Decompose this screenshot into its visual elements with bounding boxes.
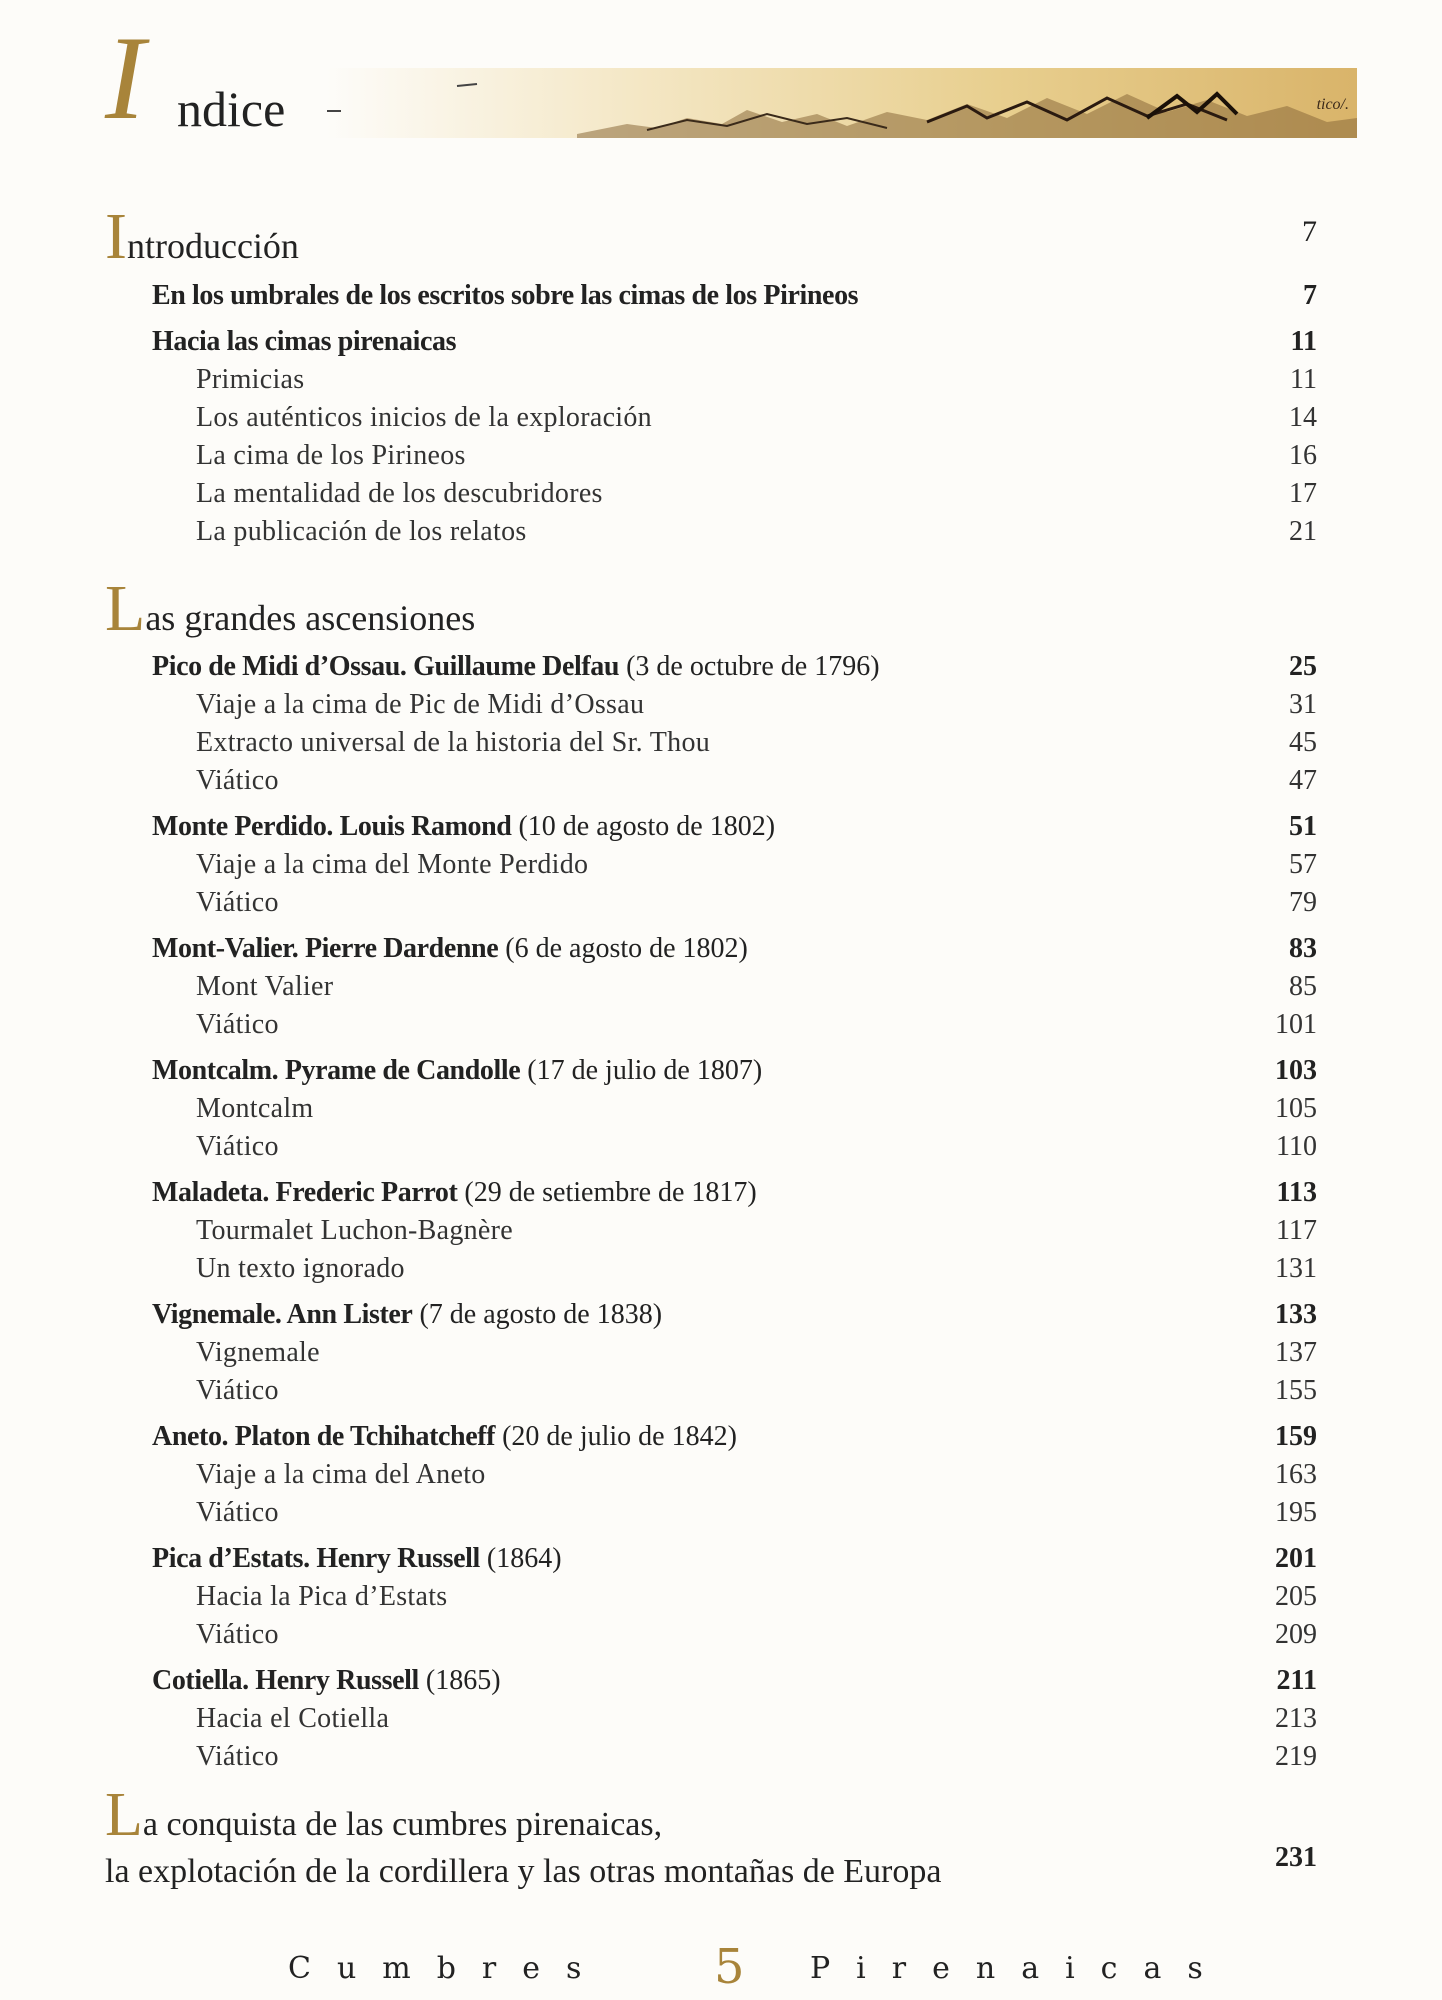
toc-entry-title: Viático (196, 1497, 279, 1528)
toc-page-number: 51 (1289, 811, 1317, 842)
toc-page-number: 159 (1275, 1421, 1317, 1452)
toc-page-number: 45 (1289, 727, 1317, 758)
toc-subentry (0, 440, 1442, 478)
toc-entry (0, 280, 1442, 318)
toc-page-number: 205 (1275, 1581, 1317, 1612)
toc-page-number: 16 (1289, 440, 1317, 471)
toc-entry-title: Viático (196, 1009, 279, 1040)
footer-left-text: Cumbres (288, 1951, 608, 1986)
toc-entry-title: Aneto. Platon de Tchihatcheff (152, 1421, 496, 1452)
toc-page-number: 201 (1275, 1543, 1317, 1574)
toc-entry-date: (7 de agosto de 1838) (412, 1299, 663, 1330)
toc-entry (0, 1543, 1442, 1581)
section-title-line2: la explotación de la cordillera y las otras montañas de Europa (105, 1853, 942, 1891)
toc-entry-title: Extracto universal de la historia del Sr. Thou (196, 727, 711, 758)
toc-entry-title: Viaje a la cima del Aneto (196, 1459, 486, 1490)
toc-page-number: 14 (1289, 402, 1317, 433)
toc-subentry (0, 727, 1442, 765)
toc-entry (0, 1299, 1442, 1337)
toc-entry (0, 1177, 1442, 1215)
toc-entry-title: Pico de Midi d’Ossau. Guillaume Delfau (152, 651, 620, 682)
toc-entry-title: Hacia la Pica d’Estats (196, 1581, 448, 1612)
toc-entry-title: Montcalm. Pyrame de Candolle (152, 1055, 521, 1086)
toc-entry-title: En los umbrales de los escritos sobre las cimas de los Pirineos (152, 280, 859, 311)
toc-entry (0, 933, 1442, 971)
toc-subentry (0, 887, 1442, 925)
toc-entry-title: Viaje a la cima del Monte Perdido (196, 849, 589, 880)
section-title-line1: a conquista de las cumbres pirenaicas, (142, 1806, 663, 1843)
toc-entry-title: Hacia las cimas pirenaicas (152, 326, 457, 357)
toc-entry-title: Pica d’Estats. Henry Russell (152, 1543, 480, 1574)
toc-page-number: 113 (1276, 1177, 1317, 1208)
toc-page-number: 110 (1276, 1131, 1317, 1162)
section-initial: I (105, 200, 127, 273)
section-title: ntroducción (126, 226, 299, 266)
toc-subentry (0, 971, 1442, 1009)
toc-subentry (0, 516, 1442, 554)
toc-page-number: 103 (1275, 1055, 1317, 1086)
banner-text: tico/. (1316, 96, 1349, 113)
toc-entry-title: Viático (196, 765, 279, 796)
toc-page-number: 137 (1275, 1337, 1317, 1368)
toc-entry-title: Viaje a la cima de Pic de Midi d’Ossau (196, 689, 645, 720)
toc-page-number: 31 (1289, 689, 1317, 720)
toc-page-number: 47 (1289, 765, 1317, 796)
toc-page-number: 21 (1289, 516, 1317, 547)
toc-page-number: 133 (1275, 1299, 1317, 1330)
toc-page-number: 57 (1289, 849, 1317, 880)
toc-page-number: 219 (1275, 1741, 1317, 1772)
toc-subentry (0, 1497, 1442, 1535)
toc-entry-title: Vignemale. Ann Lister (152, 1299, 413, 1330)
toc-entry-date: (1864) (479, 1543, 562, 1574)
section-page-conquista: 231 (1275, 1842, 1317, 1873)
toc-subentry (0, 1215, 1442, 1253)
toc-entry-date: (6 de agosto de 1802) (498, 933, 748, 964)
toc-subentry (0, 849, 1442, 887)
toc-entry (0, 811, 1442, 849)
toc-entry-title: Viático (196, 887, 279, 918)
section-initial: L (105, 572, 146, 645)
title-initial: I (105, 11, 145, 144)
toc-entry (0, 326, 1442, 364)
page-title: ndice (177, 81, 286, 137)
toc-page-number: 85 (1289, 971, 1317, 1002)
toc-entry-title: Los auténticos inicios de la exploración (196, 402, 652, 433)
toc-entry-date: (1865) (418, 1665, 501, 1696)
toc-entry-date: (17 de julio de 1807) (520, 1055, 763, 1086)
toc-subentry (0, 1093, 1442, 1131)
toc-entry-title: Primicias (196, 364, 305, 395)
toc-subentry (0, 1253, 1442, 1291)
toc-entry-title: Un texto ignorado (196, 1253, 405, 1284)
toc-entry-title: Maladeta. Frederic Parrot (152, 1177, 458, 1208)
toc-page-number: 25 (1289, 651, 1317, 682)
toc-subentry (0, 1131, 1442, 1169)
toc-entry (0, 1055, 1442, 1093)
toc-entry-title: Vignemale (196, 1337, 320, 1368)
toc-subentry (0, 1337, 1442, 1375)
toc-entry-title: Viático (196, 1619, 279, 1650)
toc-subentry (0, 1703, 1442, 1741)
toc-entry (0, 1665, 1442, 1703)
toc-subentry (0, 1459, 1442, 1497)
toc-entry-title: La cima de los Pirineos (196, 440, 466, 471)
toc-subentry (0, 402, 1442, 440)
toc-subentry (0, 1375, 1442, 1413)
index-header (105, 11, 1355, 144)
toc-entry-title: Viático (196, 1741, 279, 1772)
toc-entry-title: Monte Perdido. Louis Ramond (152, 811, 512, 842)
toc-page-number: 211 (1276, 1665, 1317, 1696)
toc-subentry (0, 765, 1442, 803)
toc-entry (0, 1421, 1442, 1459)
toc-page-number: 17 (1289, 478, 1317, 509)
toc-page-number: 209 (1275, 1619, 1317, 1650)
toc-subentry (0, 1009, 1442, 1047)
section-initial: L (105, 1781, 143, 1849)
toc-entry-title: La mentalidad de los descubridores (196, 478, 603, 509)
page-footer (0, 1939, 1442, 1995)
toc-page-number: 79 (1289, 887, 1317, 918)
toc-subentry (0, 689, 1442, 727)
toc-subentry (0, 478, 1442, 516)
mountain-sketch-icon (327, 68, 1357, 138)
toc-entry-date: (29 de setiembre de 1817) (457, 1177, 757, 1208)
toc-entry-title: Hacia el Cotiella (196, 1703, 390, 1734)
toc-entry-date: (10 de agosto de 1802) (511, 811, 776, 842)
toc-entry-title: Viático (196, 1131, 279, 1162)
toc-entry-title: Montcalm (196, 1093, 314, 1124)
footer-right-text: Pirenaicas (810, 1951, 1229, 1986)
toc-page-number: 213 (1275, 1703, 1317, 1734)
toc-entry (0, 651, 1442, 689)
toc-subentry (0, 1741, 1442, 1779)
toc-page-number: 105 (1275, 1093, 1317, 1124)
section-page-introduccion: 7 (1302, 215, 1317, 248)
toc-entry-title: La publicación de los relatos (196, 516, 527, 547)
section-heading-ascensiones (105, 572, 476, 645)
section-heading-conquista (105, 1778, 941, 1893)
page-number: 5 (714, 1939, 745, 1995)
section-title: as grandes ascensiones (145, 598, 476, 638)
toc-subentry (0, 1581, 1442, 1619)
toc-page-number: 101 (1275, 1009, 1317, 1040)
mountain-banner-image (327, 68, 1357, 138)
toc-page-number: 11 (1290, 326, 1317, 357)
toc-page-number: 163 (1275, 1459, 1317, 1490)
toc-page-number: 7 (1303, 280, 1317, 311)
toc-entry-title: Cotiella. Henry Russell (152, 1665, 419, 1696)
toc-entry-date: (3 de octubre de 1796) (619, 651, 880, 682)
toc-entry-title: Mont-Valier. Pierre Dardenne (152, 933, 499, 964)
section-heading-introduccion (105, 200, 299, 273)
toc-page-number: 195 (1275, 1497, 1317, 1528)
toc-page-number: 131 (1275, 1253, 1317, 1284)
toc-subentry (0, 364, 1442, 402)
toc-page-number: 117 (1276, 1215, 1317, 1246)
toc-entry-title: Tourmalet Luchon-Bagnère (196, 1215, 514, 1246)
toc-subentry (0, 1619, 1442, 1657)
toc-entry-date: (20 de julio de 1842) (495, 1421, 737, 1452)
toc-page-number: 83 (1289, 933, 1317, 964)
toc-page-number: 11 (1290, 364, 1317, 395)
toc-entry-title: Viático (196, 1375, 279, 1406)
toc-entry-title: Mont Valier (196, 971, 334, 1002)
toc-page-number: 155 (1275, 1375, 1317, 1406)
